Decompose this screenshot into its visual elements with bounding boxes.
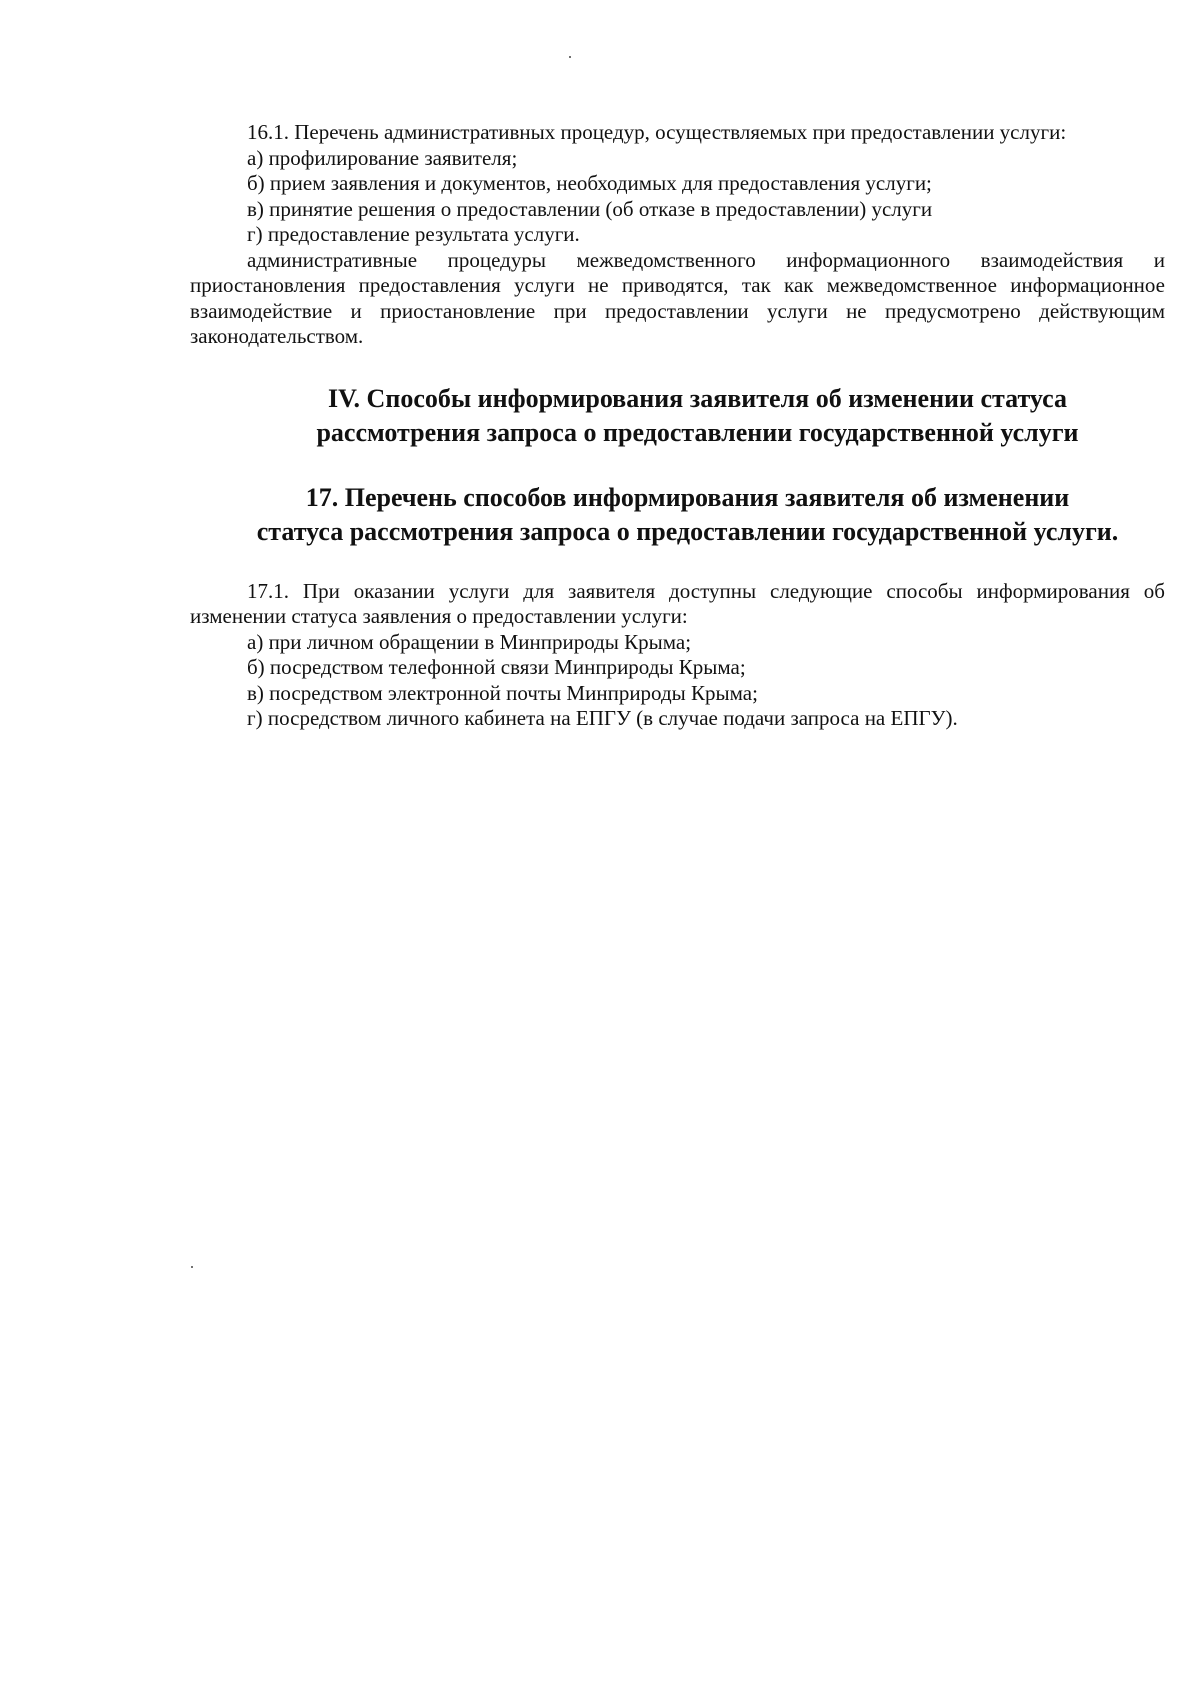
section-iv-heading-line1: IV. Способы информирования заявителя об изменении статуса bbox=[328, 383, 1067, 413]
section-17-heading-line2: статуса рассмотрения запроса о предоставлении государственной услуги. bbox=[256, 516, 1119, 546]
list-item: в) принятие решения о предоставлении (об отказе в предоставлении) услуги bbox=[247, 196, 933, 221]
section-iv-heading-line2: рассмотрения запроса о предоставлении государственной услуги bbox=[316, 417, 1079, 447]
list-item: б) прием заявления и документов, необходимых для предоставления услуги; bbox=[247, 171, 932, 195]
list-item: б) посредством телефонной связи Минприроды Крыма; bbox=[247, 655, 746, 679]
section-17-heading bbox=[190, 481, 1165, 549]
scan-speck-top bbox=[569, 56, 571, 58]
scan-speck-left bbox=[191, 1266, 193, 1268]
list-item: г) посредством личного кабинета на ЕПГУ (в случае подачи запроса на ЕПГУ). bbox=[247, 706, 958, 730]
section-17-heading-line1: 17. Перечень способов информирования заявителя об изменении bbox=[305, 482, 1070, 512]
document-page bbox=[190, 120, 1165, 732]
paragraph-17-1: 17.1. При оказании услуги для заявителя доступны следующие способы информирования об изменении статуса заявления о предоставлении услуги: bbox=[190, 578, 1165, 628]
paragraph-16-note: административные процедуры межведомственного информационного взаимодействия и приостановления предоставления услуги не приводятся, так как межведомственное информационное взаимодействие и приостановление при предоставлении услуги не предусмотрено действующим законодательством. bbox=[190, 247, 1165, 348]
list-item: в) посредством электронной почты Минприроды Крыма; bbox=[247, 680, 758, 705]
paragraph-16-1: 16.1. Перечень административных процедур, осуществляемых при предоставлении услуги: bbox=[247, 120, 1067, 144]
list-item: г) предоставление результата услуги. bbox=[247, 222, 580, 246]
list-item: а) при личном обращении в Минприроды Крыма; bbox=[247, 629, 692, 654]
list-item: а) профилирование заявителя; bbox=[247, 145, 518, 170]
section-iv-heading bbox=[190, 382, 1165, 450]
